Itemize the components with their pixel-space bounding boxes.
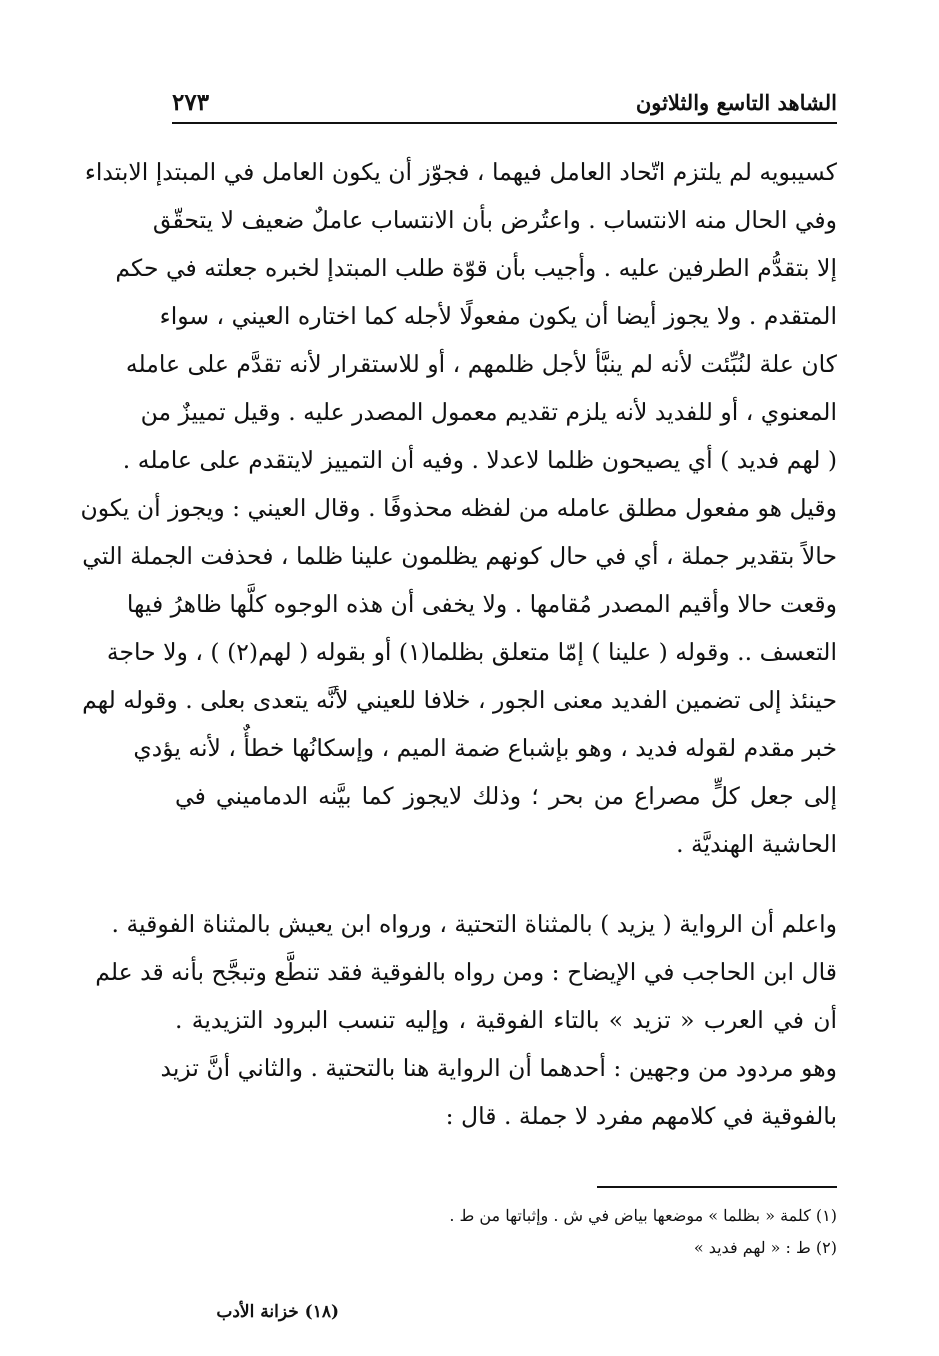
footnote: (٢) ط : « لهم فديد » (693, 1238, 837, 1257)
text-line: ( لهم فديد ) أي يصيحون ظلما لاعدلا . وفيه أن التمييز لايتقدم على عامله . (122, 446, 837, 474)
footnotes (175, 1200, 837, 1264)
text-line: خبر مقدم لقوله فديد ، وهو بإشباع ضمة الميم ، وإسكانُها خطأٌ ، لأنه يؤدي (133, 734, 837, 762)
paragraph-gap (175, 868, 837, 900)
text-line: أن في العرب « تزيد » بالتاء الفوقية ، وإليه تنسب البرود التزيدية . (175, 1006, 837, 1034)
text-line: بالفوقية في كلامهم مفرد لا جملة . قال : (445, 1102, 837, 1130)
text-line: المتقدم . ولا يجوز أيضا أن يكون مفعولًا لأجله كما اختاره العيني ، سواء (159, 302, 837, 330)
text-line: وفي الحال منه الانتساب . واعتُرض بأن الانتساب عاملٌ ضعيف لا يتحقّق (152, 206, 837, 234)
text-line: كسيبويه لم يلتزم اتّحاد العامل فيهما ، فجوّز أن يكون العامل في المبتدإ الابتداء (84, 158, 837, 186)
body-text (80, 148, 837, 1140)
footnote-divider (597, 1186, 837, 1188)
text-line: التعسف .. وقوله ( علينا ) إمّا متعلق بظلما(١) أو بقوله ( لهم(٢) ) ، ولا حاجة (106, 638, 837, 666)
text-line: واعلم أن الرواية ( يزيد ) بالمثناة التحتية ، ورواه ابن يعيش بالمثناة الفوقية . (111, 910, 837, 938)
text-line: قال ابن الحاجب في الإيضاح : ومن رواه بالفوقية فقد تنطَّع وتبجَّح بأنه قد علم (95, 958, 837, 986)
text-line: وقعت حالا وأقيم المصدر مُقامها . ولا يخفى أن هذه الوجوه كلَّها ظاهرُ فيها (126, 590, 837, 618)
signature-mark: (١٨) خزانة الأدب (216, 1302, 339, 1322)
page-number: ٢٧٣ (172, 88, 210, 116)
page-header (172, 82, 837, 124)
footnote: (١) كلمة « بظلما » موضعها بياض في ش . وإثباتها من ط . (449, 1206, 837, 1225)
text-line: الحاشية الهنديَّة . (676, 830, 837, 858)
text-line: كان علة لنُبِّئت لأنه لم ينبَّأ لأجل ظلمهم ، أو للاستقرار لأنه تقدَّم على عامله (125, 350, 837, 378)
text-line: حالاً بتقدير جملة ، أي في حال كونهم يظلمون علينا ظلما ، فحذفت الجملة التي (82, 542, 837, 570)
text-line: وهو مردود من وجهين : أحدهما أن الرواية هنا بالتحتية . والثاني أنَّ تزيد (160, 1054, 837, 1082)
text-line: إلى جعل كلٍّ مصراع من بحر ؛ وذلك لايجوز كما بيَّنه الدماميني في (175, 782, 837, 810)
text-line: إلا بتقدُّم الطرفين عليه . وأجيب بأن قوّة طلب المبتدإ لخبره جعلته في حكم (115, 254, 837, 282)
running-title: الشاهد التاسع والثلاثون (635, 89, 837, 115)
text-line: المعنوي ، أو للفديد لأنه يلزم تقديم معمول المصدر عليه . وقيل تمييزٌ من (140, 398, 837, 426)
text-line: حينئذ إلى تضمين الفديد معنى الجور ، خلافا للعيني لأنَّه يتعدى بعلى . وقوله لهم (82, 686, 837, 714)
text-line: وقيل هو مفعول مطلق عامله من لفظه محذوفًا . وقال العيني : ويجوز أن يكون (80, 494, 837, 522)
